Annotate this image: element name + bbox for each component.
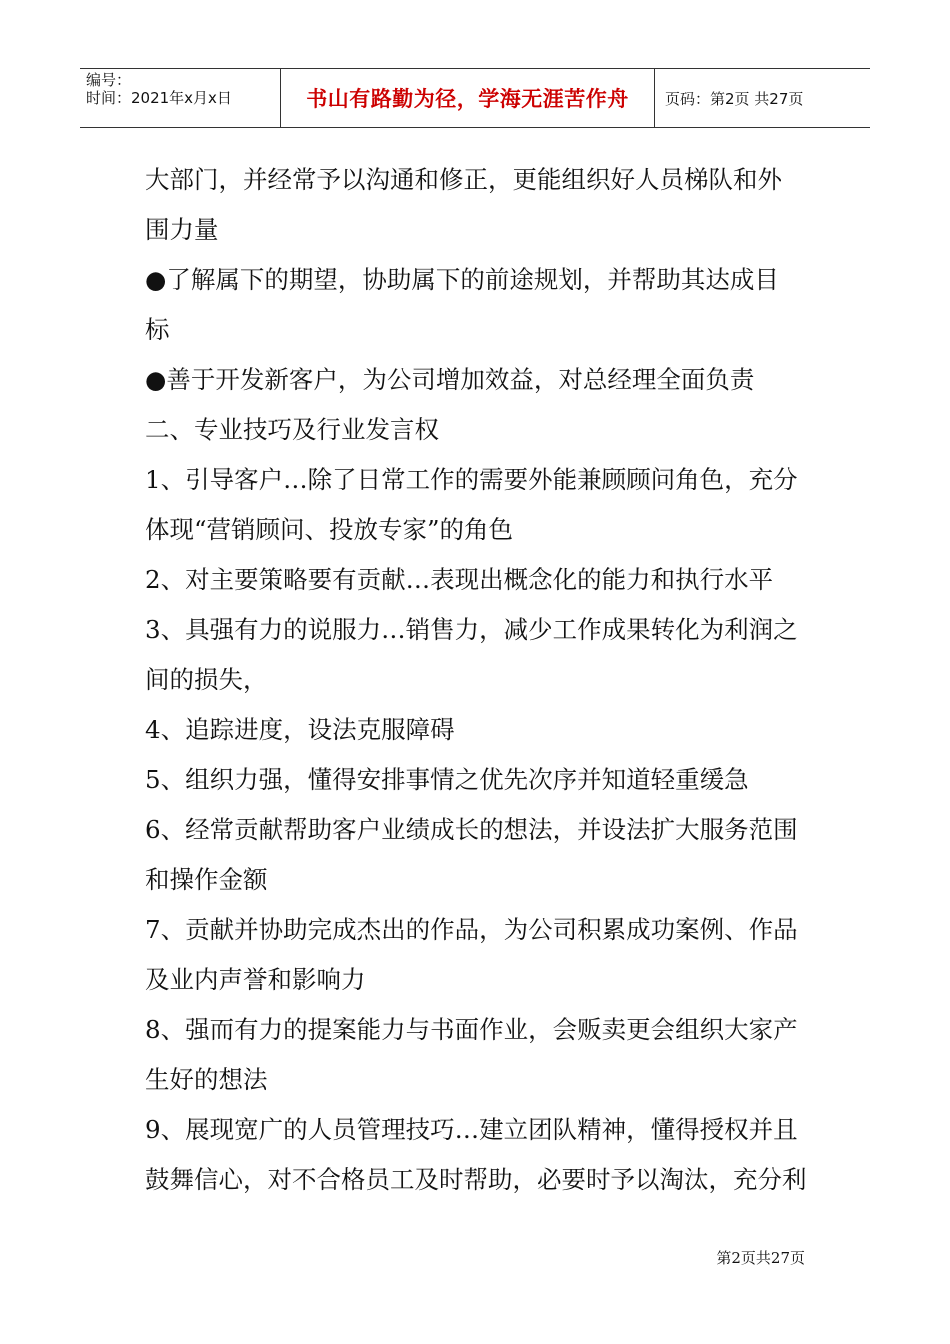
body-line: 2、对主要策略要有贡献…表现出概念化的能力和执行水平 [145, 565, 774, 594]
body-line: ●善于开发新客户，为公司增加效益，对总经理全面负责 [145, 365, 755, 394]
body-line: 7、贡献并协助完成杰出的作品，为公司积累成功案例、作品 [145, 915, 798, 944]
body-line: 间的损失， [145, 665, 268, 694]
document-body [145, 155, 810, 1205]
body-line: 4、追踪进度，设法克服障碍 [145, 715, 455, 744]
body-line: 标 [145, 315, 170, 344]
section-heading: 二、专业技巧及行业发言权 [145, 415, 439, 444]
body-line: 围力量 [145, 215, 219, 244]
body-line: 和操作金额 [145, 865, 268, 894]
body-line: 鼓舞信心，对不合格员工及时帮助，必要时予以淘汰，充分利 [145, 1165, 807, 1194]
time-label: 时间：2021年x月x日 [86, 89, 232, 107]
body-line: 大部门，并经常予以沟通和修正，更能组织好人员梯队和外 [145, 165, 782, 194]
body-line: 体现“营销顾问、投放专家”的角色 [145, 515, 514, 544]
body-line: 8、强而有力的提案能力与书面作业，会贩卖更会组织大家产 [145, 1015, 798, 1044]
body-line: 3、具强有力的说服力…销售力，减少工作成果转化为利润之 [145, 615, 798, 644]
body-line: 及业内声誉和影响力 [145, 965, 366, 994]
header-motto: 书山有路勤为径，学海无涯苦作舟 [281, 69, 655, 127]
body-line: 9、展现宽广的人员管理技巧…建立团队精神，懂得授权并且 [145, 1115, 798, 1144]
body-line: 5、组织力强，懂得安排事情之优先次序并知道轻重缓急 [145, 765, 749, 794]
body-line: ●了解属下的期望，协助属下的前途规划，并帮助其达成目 [145, 265, 779, 294]
body-line: 生好的想法 [145, 1065, 268, 1094]
page-footer: 第2页共27页 [716, 1249, 805, 1267]
number-label: 编号： [86, 71, 132, 89]
header-meta [80, 69, 281, 127]
body-line: 6、经常贡献帮助客户业绩成长的想法，并设法扩大服务范围 [145, 815, 798, 844]
document-header [80, 68, 870, 128]
body-line: 1、引导客户…除了日常工作的需要外能兼顾顾问角色，充分 [145, 465, 798, 494]
header-page-code: 页码：第2页 共27页 [665, 89, 804, 108]
